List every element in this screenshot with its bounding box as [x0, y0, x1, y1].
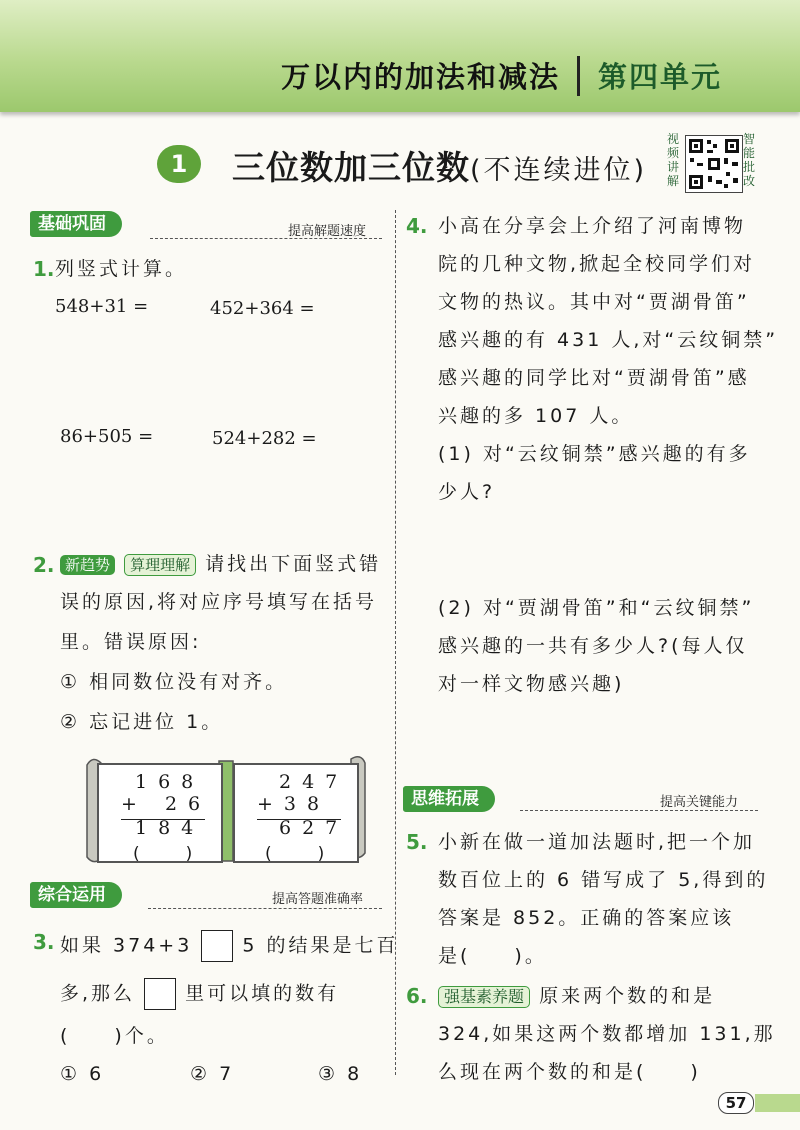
q5-line: 小新在做一道加法题时,把一个加	[438, 831, 756, 853]
q4-line: 感兴趣的有 431 人,对“云纹铜禁”	[438, 329, 779, 351]
qr-caption-grading: 智能批改	[743, 132, 756, 188]
calc-panel-1	[97, 763, 223, 863]
calculation-scroll	[85, 755, 367, 865]
answer-blank[interactable]: ( )	[133, 844, 197, 864]
q4-line: 小高在分享会上介绍了河南博物	[438, 215, 747, 237]
q3-option[interactable]: ① 6	[60, 1063, 105, 1085]
calc-result: 184	[135, 817, 205, 839]
section-note-basic: 提高解题速度	[288, 224, 367, 239]
lesson-number-badge: 1	[157, 145, 201, 183]
q3-text: 如果 374+3	[60, 934, 193, 957]
lesson-title-main: 三位数加三位数	[232, 148, 470, 187]
calc-top: 168	[135, 771, 205, 793]
q1-prompt: 列竖式计算。	[55, 258, 188, 280]
question-number: 4.	[406, 214, 428, 238]
qr-code[interactable]	[685, 135, 743, 193]
digit-box[interactable]	[201, 930, 233, 962]
unit-label: 第四单元	[598, 60, 723, 94]
calc-addend: + 26	[121, 793, 212, 815]
q4-line: 院的几种文物,掀起全校同学们对	[438, 253, 756, 275]
question-number: 2.	[33, 553, 55, 577]
q6-line: 原来两个数的和是	[539, 985, 716, 1007]
q4-line: 兴趣的多 107 人。	[438, 405, 634, 427]
q4-sub1-line: 少人?	[438, 481, 496, 503]
q3-text: 里可以填的数有	[185, 982, 340, 1005]
q1-item: 524+282 =	[212, 428, 317, 449]
question-number: 5.	[406, 830, 428, 854]
qr-caption-video: 视频讲解	[667, 132, 680, 188]
q3-line-1	[60, 930, 399, 962]
question-number: 1.	[33, 257, 55, 281]
calc-top: 247	[279, 771, 349, 793]
q6-tag: 强基素养题	[438, 986, 530, 1008]
section-tag-comprehensive: 综合运用	[30, 882, 122, 908]
header-divider	[577, 56, 580, 96]
q6-line: 么现在两个数的和是( )	[438, 1061, 701, 1083]
q4-sub1-line: (1) 对“云纹铜禁”感兴趣的有多	[438, 443, 751, 465]
digit-box[interactable]	[144, 978, 176, 1010]
q1-item: 86+505 =	[60, 426, 154, 447]
section-rule	[520, 810, 758, 812]
question-number: 6.	[406, 984, 428, 1008]
q2-line: 里。错误原因:	[60, 631, 202, 653]
q4-sub2-line: (2) 对“贾湖骨笛”和“云纹铜禁”	[438, 597, 755, 619]
q2-reason-2: ② 忘记进位 1。	[60, 711, 224, 733]
section-note-comprehensive: 提高答题准确率	[272, 892, 364, 907]
q3-line-3: ( )个。	[60, 1025, 169, 1047]
q3-text: 多,那么	[60, 982, 136, 1005]
q4-line: 感兴趣的同学比对“贾湖骨笛”感	[438, 367, 750, 389]
q4-sub2-line: 感兴趣的一共有多少人?(每人仅	[438, 635, 748, 657]
section-note-thinking: 提高关键能力	[660, 795, 739, 810]
q5-line: 是( )。	[438, 945, 547, 967]
trend-tag: 新趋势	[60, 555, 115, 575]
page-number-bar	[755, 1094, 800, 1112]
q4-sub2-line: 对一样文物感兴趣)	[438, 673, 625, 695]
q2-reason-1: ① 相同数位没有对齐。	[60, 671, 288, 693]
q5-line: 答案是 852。正确的答案应该	[438, 907, 735, 929]
answer-blank[interactable]: ( )	[265, 844, 329, 864]
section-rule	[150, 238, 382, 240]
section-tag-basic: 基础巩固	[30, 211, 122, 237]
q3-text: 5 的结果是七百	[242, 934, 399, 957]
q6-line: 324,如果这两个数都增加 131,那	[438, 1023, 776, 1045]
topic-tag: 算理理解	[124, 554, 196, 576]
lesson-subtitle: (不连续进位)	[470, 155, 648, 186]
section-tag-thinking: 思维拓展	[403, 786, 495, 812]
q5-line: 数百位上的 6 错写成了 5,得到的	[438, 869, 769, 891]
q1-item: 548+31 =	[55, 296, 149, 317]
q6-first-line	[438, 984, 715, 1008]
q3-option[interactable]: ② 7	[190, 1063, 235, 1085]
q2-line: 误的原因,将对应序号填写在括号	[60, 591, 378, 613]
calc-result: 627	[279, 817, 349, 839]
q4-line: 文物的热议。其中对“贾湖骨笛”	[438, 291, 750, 313]
calc-panel-2	[233, 763, 359, 863]
lesson-title	[232, 142, 647, 189]
q3-line-2	[60, 978, 339, 1010]
page-number: 57	[718, 1092, 754, 1114]
section-rule	[148, 908, 382, 910]
q2-first-line	[60, 552, 381, 576]
question-number: 3.	[33, 930, 55, 954]
q1-item: 452+364 =	[210, 298, 315, 319]
q2-line: 请找出下面竖式错	[205, 553, 382, 575]
calc-addend: +38	[257, 793, 331, 815]
q3-option[interactable]: ③ 8	[318, 1063, 363, 1085]
chapter-title: 万以内的加法和减法	[280, 60, 560, 94]
